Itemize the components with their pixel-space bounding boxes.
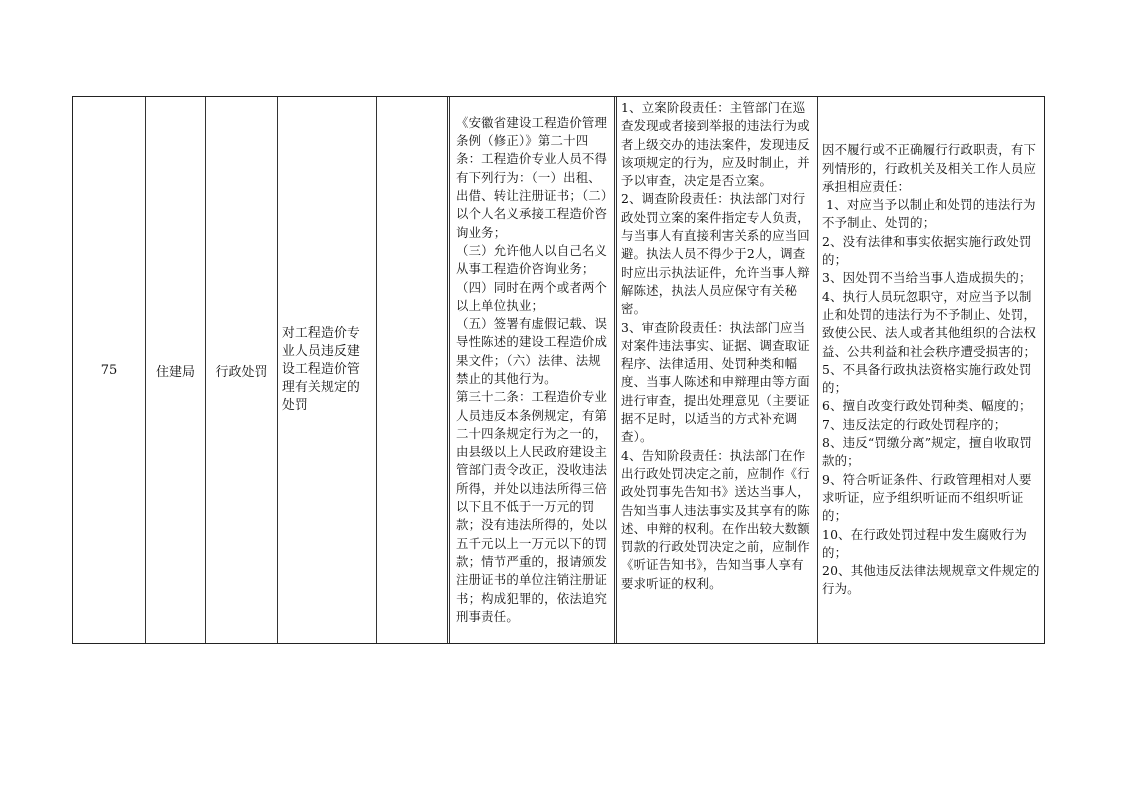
cell-responsibilities: [617, 97, 818, 643]
permission-table: [72, 96, 1045, 644]
cell-number: [73, 97, 146, 643]
department-name: 住建局: [155, 364, 195, 380]
cell-accountability: [818, 97, 1046, 643]
cell-item-name: [278, 97, 377, 643]
cell-department: [146, 97, 206, 643]
cell-category: [206, 97, 278, 643]
cell-sub-item: [377, 97, 450, 643]
legal-basis-text: 《安徽省建设工程造价管理条例（修正）》第二十四条：工程造价专业人员不得有下列行为：（一）出租、出借、转让注册证书；（二）以个人名义承接工程造价咨询业务； （三）允许他人以自己名义从事工程造价咨询业务；（四）同时在两个或者两个以上单位执业； （五）签署有虚假记载、误导性陈述的建设工程造价成果文件；（六）法律、法规禁止的其他行为。 第三十二条：工程造价专业人员违反本条例规定，有第二十四条规定行为之一的，由县级以上人民政府建设主管部门责令改正，没收违法所得，并处以违法所得三倍以下且不低于一万元的罚款；没有违法所得的，处以五千元以上一万元以下的罚款；情节严重的，报请颁发注册证书的单位注销注册证书；构成犯罪的，依法追究刑事责任。: [456, 114, 608, 624]
accountability-text: 因不履行或不正确履行行政职责，有下列情形的，行政机关及相关工作人员应承担相应责任： 1、对应当予以制止和处罚的违法行为不予制止、处罚的； 2、没有法律和事实依据实施行政处罚的； 3、因处罚不当给当事人造成损失的； 4、执行人员玩忽职守，对应当予以制止和处罚的违法行为不予制止、处罚，致使公民、法人或者其他组织的合法权益、公共利益和社会秩序遭受损害的； 5、不具备行政执法资格实施行政处罚的； 6、擅自改变行政处罚种类、幅度的； 7、违反法定的行政处罚程序的； 8、违反“罚缴分离”规定，擅自收取罚款的； 9、符合听证条件、行政管理相对人要求听证，应予组织听证而不组织听证的； 10、在行政处罚过程中发生腐败行为的； 20、其他违反法律法规规章文件规定的行为。: [822, 142, 1040, 597]
responsibility-text: 1、立案阶段责任：主管部门在巡查发现或者接到举报的违法行为或者上级交办的违法案件，发现违反该项规定的行为，应及时制止，并予以审查，决定是否立案。 2、调查阶段责任：执法部门对行政处罚立案的案件指定专人负责，与当事人有直接利害关系的应当回避。执法人员不得少于2人，调查时应出示执法证件，允许当事人辩解陈述，执法人员应保守有关秘密。 3、审查阶段责任：执法部门应当对案件违法事实、证据、调查取证程序、法律适用、处罚种类和幅度、当事人陈述和申辩理由等方面进行审查，提出处理意见（主要证据不足时，以适当的方式补充调查）。 4、告知阶段责任：执法部门在作出行政处罚决定之前，应制作《行政处罚事先告知书》送达当事人，告知当事人违法事实及其享有的陈述、申辩的权利。在作出较大数额罚款的行政处罚决定之前，应制作《听证告知书》，告知当事人享有要求听证的权利。: [621, 100, 810, 591]
power-item-name: 对工程造价专业人员违反建设工程造价管理有关规定的处罚: [282, 326, 360, 413]
row-number: 75: [100, 362, 118, 378]
cell-basis: [450, 97, 617, 643]
power-category: 行政处罚: [215, 364, 268, 380]
